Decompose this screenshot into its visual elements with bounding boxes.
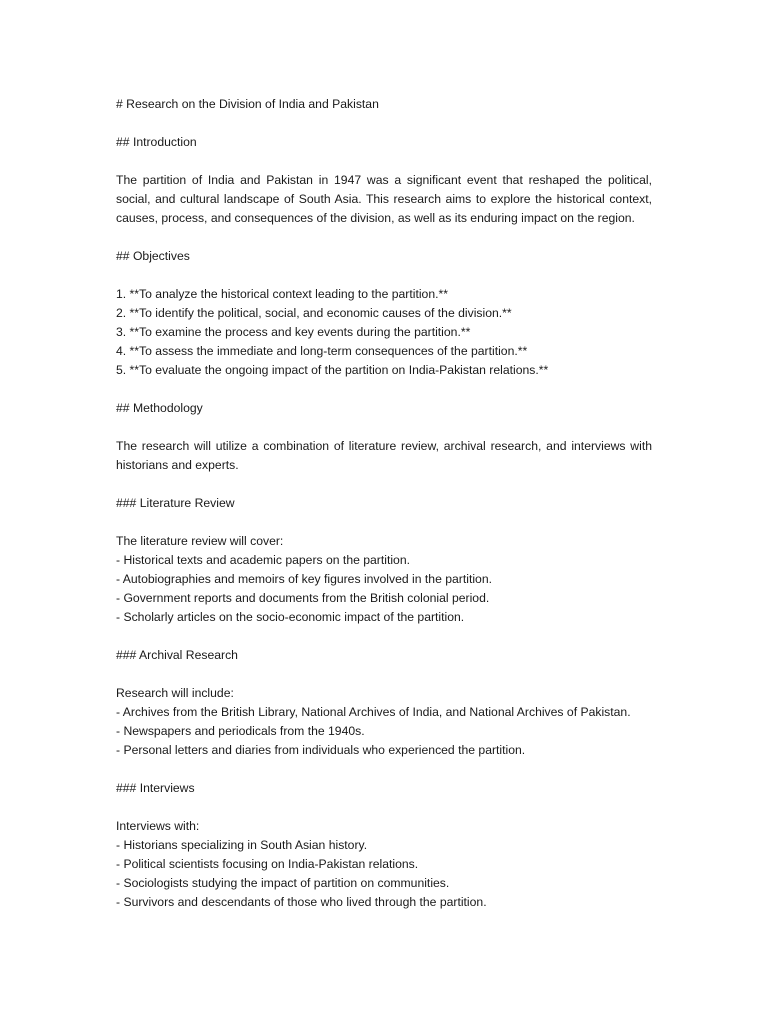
interviews-item: - Survivors and descendants of those who lived through the partition.	[116, 895, 487, 909]
literature-review-intro: The literature review will cover:	[116, 534, 284, 548]
objective-item: 3. **To examine the process and key events during the partition.**	[116, 325, 471, 339]
spacer	[116, 627, 652, 646]
document-page	[116, 95, 652, 912]
introduction-heading: ## Introduction	[116, 135, 197, 149]
archival-research-intro: Research will include:	[116, 686, 234, 700]
spacer	[116, 114, 652, 133]
literature-review-item: - Autobiographies and memoirs of key figures involved in the partition.	[116, 572, 492, 586]
interviews-item: - Sociologists studying the impact of partition on communities.	[116, 876, 450, 890]
spacer	[116, 760, 652, 779]
document-title: # Research on the Division of India and Pakistan	[116, 97, 379, 111]
introduction-paragraph: The partition of India and Pakistan in 1947 was a significant event that reshaped the political, social, and cultural landscape of South Asia. This research aims to explore the historical context, causes, process, and consequences of the division, as well as its enduring impact on the region.	[116, 173, 652, 225]
interviews-heading: ### Interviews	[116, 781, 195, 795]
spacer	[116, 418, 652, 437]
archival-research-item: - Archives from the British Library, National Archives of India, and National Archives of Pakistan.	[116, 705, 631, 719]
literature-review-item: - Government reports and documents from the British colonial period.	[116, 591, 490, 605]
objectives-heading: ## Objectives	[116, 249, 190, 263]
interviews-item: - Political scientists focusing on India-Pakistan relations.	[116, 857, 419, 871]
spacer	[116, 475, 652, 494]
objective-item: 2. **To identify the political, social, and economic causes of the division.**	[116, 306, 512, 320]
objective-item: 5. **To evaluate the ongoing impact of the partition on India-Pakistan relations.**	[116, 363, 549, 377]
objective-item: 4. **To assess the immediate and long-term consequences of the partition.**	[116, 344, 528, 358]
spacer	[116, 266, 652, 285]
spacer	[116, 665, 652, 684]
archival-research-heading: ### Archival Research	[116, 648, 238, 662]
interviews-item: - Historians specializing in South Asian history.	[116, 838, 368, 852]
methodology-heading: ## Methodology	[116, 401, 203, 415]
spacer	[116, 798, 652, 817]
archival-research-item: - Newspapers and periodicals from the 1940s.	[116, 724, 365, 738]
literature-review-item: - Scholarly articles on the socio-economic impact of the partition.	[116, 610, 465, 624]
spacer	[116, 380, 652, 399]
interviews-intro: Interviews with:	[116, 819, 200, 833]
literature-review-heading: ### Literature Review	[116, 496, 235, 510]
spacer	[116, 228, 652, 247]
objective-item: 1. **To analyze the historical context leading to the partition.**	[116, 287, 448, 301]
methodology-paragraph: The research will utilize a combination of literature review, archival research, and interviews with historians and experts.	[116, 439, 652, 472]
archival-research-item: - Personal letters and diaries from individuals who experienced the partition.	[116, 743, 526, 757]
spacer	[116, 513, 652, 532]
literature-review-item: - Historical texts and academic papers on the partition.	[116, 553, 410, 567]
spacer	[116, 152, 652, 171]
